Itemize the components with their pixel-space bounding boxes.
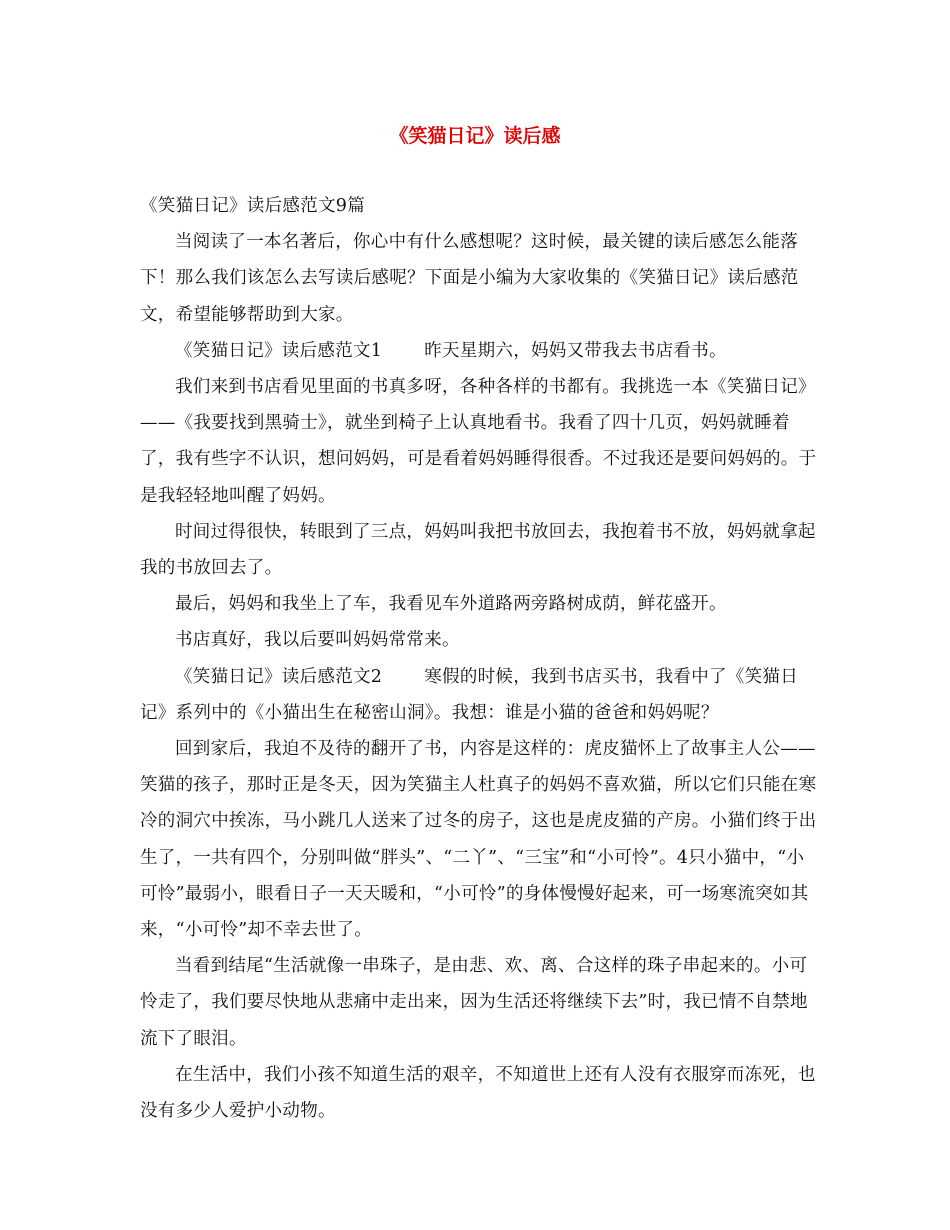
paragraph: 最后，妈妈和我坐上了车，我看见车外道路两旁路树成荫，鲜花盛开。 xyxy=(175,594,727,615)
section-text-2: 寒假的时候，我到书店买书，我看中了《笑猫日记》系列中的《小猫出生在秘密山洞》。我想：谁是小猫的爸爸和妈妈呢？ xyxy=(140,666,799,723)
section-heading-2: 《笑猫日记》读后感范文2 xyxy=(175,666,383,687)
document-subtitle: 《笑猫日记》读后感范文9篇 xyxy=(140,196,366,216)
document-body xyxy=(140,188,820,1129)
document-title: 《笑猫日记》读后感 xyxy=(389,125,561,147)
paragraph: 书店真好，我以后要叫妈妈常常来。 xyxy=(175,630,460,651)
section-heading-1: 《笑猫日记》读后感范文1 xyxy=(175,340,383,361)
paragraph: 在生活中，我们小孩不知道生活的艰辛，不知道世上还有人没有衣服穿而冻死，也没有多少人爱护小动物。 xyxy=(140,1064,816,1122)
section-text-1: 昨天星期六，妈妈又带我去书店看书。 xyxy=(424,340,727,361)
paragraph: 回到家后，我迫不及待的翻开了书，内容是这样的：虎皮猫怀上了故事主人公——笑猫的孩子，那时正是冬天，因为笑猫主人杜真子的妈妈不喜欢猫，所以它们只能在寒冷的洞穴中挨冻，马小跳几人送来了过冬的房子，这也是虎皮猫的产房。小猫们终于出生了，一共有四个，分别叫做“胖头”、“二丫”、“三宝”和“小可怜”。4只小猫中，“小可怜”最弱小，眼看日子一天天暖和，“小可怜”的身体慢慢好起来，可一场寒流突如其来，“小可怜”却不幸去世了。 xyxy=(140,739,817,941)
paragraph: 我们来到书店看见里面的书真多呀，各种各样的书都有。我挑选一本《笑猫日记》——《我要找到黑骑士》，就坐到椅子上认真地看书。我看了四十几页，妈妈就睡着了，我有些字不认识，想问妈妈，可是看着妈妈睡得很香。不过我还是要问妈妈的。于是我轻轻地叫醒了妈妈。 xyxy=(140,377,817,506)
paragraph-section-2 xyxy=(140,659,820,731)
paragraph: 当阅读了一本名著后，你心中有什么感想呢？这时候，最关键的读后感怎么能落下！那么我们该怎么去写读后感呢？下面是小编为大家收集的《笑猫日记》读后感范文，希望能够帮助到大家。 xyxy=(140,232,799,325)
paragraph-section-1 xyxy=(140,333,820,369)
paragraph: 时间过得很快，转眼到了三点，妈妈叫我把书放回去，我抱着书不放，妈妈就拿起我的书放回去了。 xyxy=(140,521,816,579)
paragraph: 当看到结尾“生活就像一串珠子，是由悲、欢、离、合这样的珠子串起来的。小可怜走了，我们要尽快地从悲痛中走出来，因为生活还将继续下去”时，我已情不自禁地流下了眼泪。 xyxy=(140,956,808,1049)
